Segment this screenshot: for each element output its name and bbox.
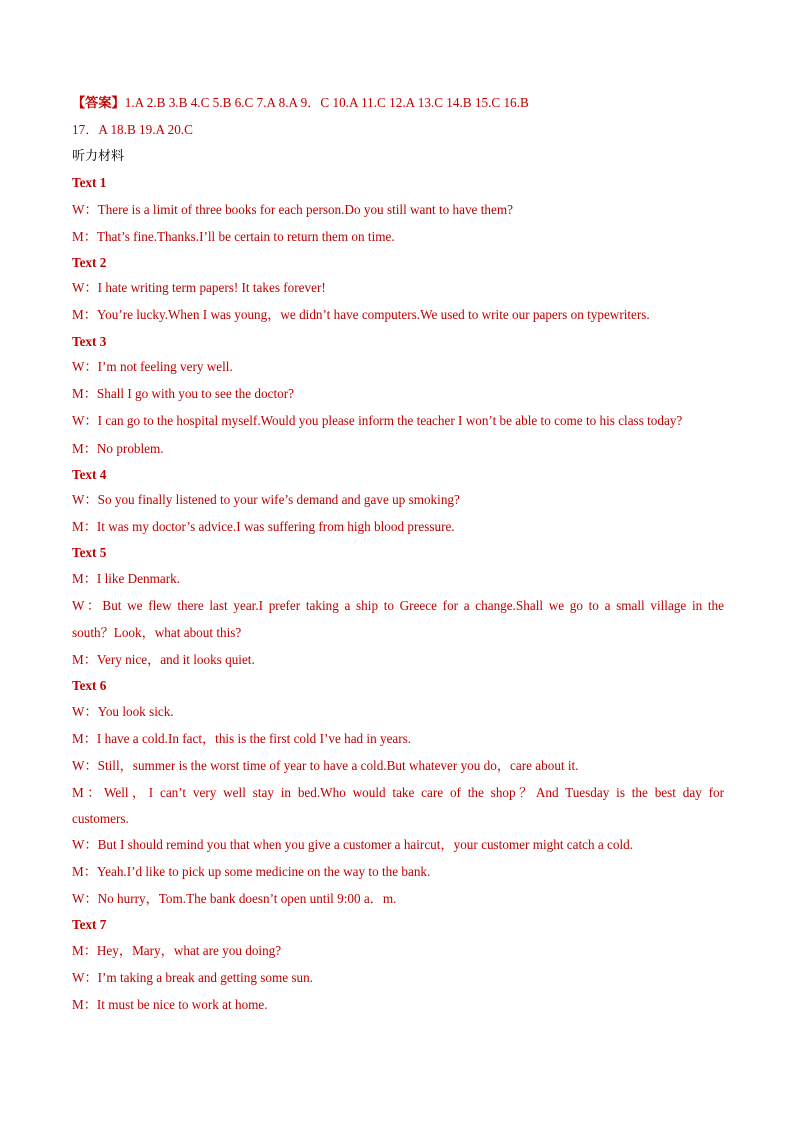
dialogue-line: M：Well，I can’t very well stay in bed.Who would take care of the shop？And Tuesday is the best day for [72,785,724,800]
dialogue-line: M：Yeah.I’d like to pick up some medicine on the way to the bank. [72,864,431,879]
answer-label: 【答案】 [72,95,125,110]
section-title: 听力材料 [72,149,125,164]
dialogue-line: M：I have a cold.In fact，this is the first cold I’ve had in years. [72,731,412,746]
dialogue-line: M：No problem. [72,441,164,456]
text-7-title: Text 7 [72,917,107,932]
text-3-title: Text 3 [72,334,107,349]
dialogue-line: M：Very nice，and it looks quiet. [72,652,255,667]
dialogue-line: W：I’m taking a break and getting some sun. [72,970,313,985]
dialogue-line: W：But I should remind you that when you give a customer a haircut，your customer might catch a cold. [72,837,634,852]
dialogue-line: customers. [72,811,129,826]
text-1-title: Text 1 [72,175,107,190]
dialogue-line: M：You’re lucky.When I was young，we didn’t have computers.We used to write our papers on typewriters. [72,307,650,322]
text-6-title: Text 6 [72,678,107,693]
dialogue-line: W：So you finally listened to your wife’s demand and gave up smoking? [72,492,460,507]
text-5-title: Text 5 [72,545,107,560]
dialogue-line: M：Shall I go with you to see the doctor? [72,386,294,401]
dialogue-line: W：I can go to the hospital myself.Would you please inform the teacher I won’t be able to come to his class today? [72,413,683,428]
dialogue-line: W：Still，summer is the worst time of year to have a cold.But whatever you do，care about it. [72,758,579,773]
dialogue-line: south？Look，what about this? [72,625,242,640]
dialogue-line: W：No hurry，Tom.The bank doesn’t open until 9:00 a．m. [72,891,397,906]
dialogue-line: W：There is a limit of three books for each person.Do you still want to have them? [72,202,513,217]
dialogue-line: W：But we flew there last year.I prefer taking a ship to Greece for a change.Shall we go to a small village in the [72,598,724,613]
answer-line-1 [72,94,529,112]
dialogue-line: M：That’s fine.Thanks.I’ll be certain to return them on time. [72,229,395,244]
dialogue-line: W：I hate writing term papers! It takes forever! [72,280,326,295]
answer-line-2: 17．A 18.B 19.A 20.C [72,122,193,137]
text-2-title: Text 2 [72,255,107,270]
dialogue-line: M：I like Denmark. [72,571,181,586]
dialogue-line: W：I’m not feeling very well. [72,359,233,374]
dialogue-line: M：It was my doctor’s advice.I was suffering from high blood pressure. [72,519,455,534]
answer-list-1: 1.A 2.B 3.B 4.C 5.B 6.C 7.A 8.A 9．C 10.A 11.C 12.A 13.C 14.B 15.C 16.B [124,95,529,110]
text-4-title: Text 4 [72,467,107,482]
dialogue-line: W：You look sick. [72,704,174,719]
dialogue-line: M：It must be nice to work at home. [72,997,268,1012]
dialogue-line: M：Hey，Mary，what are you doing? [72,943,282,958]
